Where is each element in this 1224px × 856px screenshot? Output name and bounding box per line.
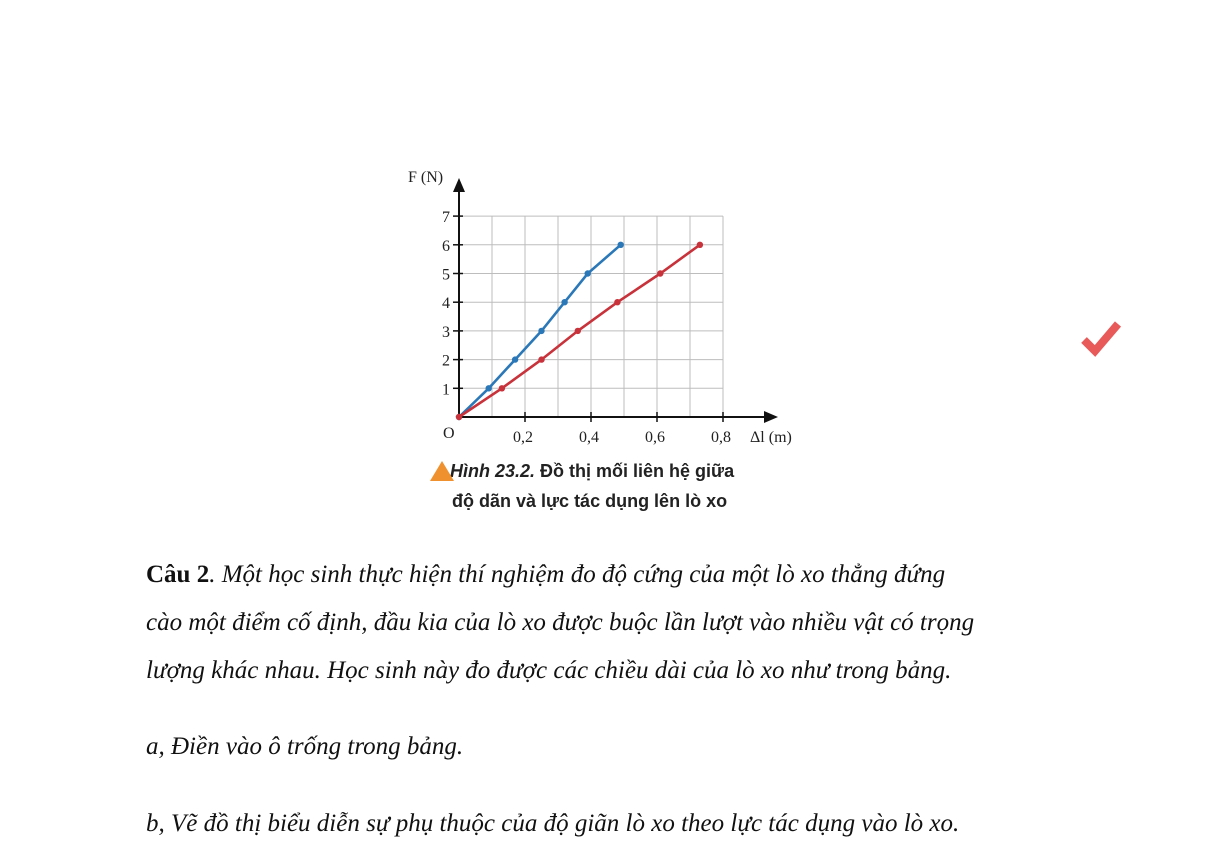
question-line-1	[146, 561, 1186, 589]
question-line-1-text: . Một học sinh thực hiện thí nghiệm đo độ cứng của một lò xo thẳng đứng	[209, 561, 946, 588]
chart-axes	[408, 169, 792, 446]
chart-canvas	[396, 162, 816, 452]
y-tick-label: 5	[442, 266, 450, 284]
x-tick-label: 0,6	[645, 429, 665, 446]
series-1-point	[486, 385, 492, 391]
figure-label: Hình 23.2.	[450, 461, 536, 481]
y-tick-label: 1	[442, 381, 450, 399]
y-tick-label: 2	[442, 352, 450, 370]
series-1-point	[538, 328, 544, 334]
origin-label: O	[443, 425, 455, 442]
series-1-point	[618, 242, 624, 248]
figure-caption	[420, 456, 820, 516]
question-part-a: a, Điền vào ô trống trong bảng.	[146, 733, 464, 760]
question-line-2: cào một điểm cố định, đầu kia của lò xo được buộc lần lượt vào nhiều vật có trọng	[146, 609, 975, 636]
series-2-point	[657, 270, 663, 276]
y-axis-arrow	[453, 178, 465, 192]
x-tick-label: 0,4	[579, 429, 599, 446]
series-1-point	[585, 270, 591, 276]
x-tick-label: 0,8	[711, 429, 731, 446]
series-2-point	[538, 356, 544, 362]
question-part-b: b, Vẽ đồ thị biểu diễn sự phụ thuộc của độ giãn lò xo theo lực tác dụng vào lò xo.	[146, 810, 960, 837]
series-1-point	[512, 356, 518, 362]
triangle-icon	[430, 461, 454, 481]
series-2-point	[575, 328, 581, 334]
series-2-point	[456, 414, 462, 420]
caption-title-line1: Đồ thị mối liên hệ giữa	[540, 461, 735, 481]
question-label: Câu 2	[146, 561, 210, 588]
series-2-point	[697, 242, 703, 248]
y-tick-label: 7	[442, 209, 450, 227]
series-1-point	[561, 299, 567, 305]
question-line-3: lượng khác nhau. Học sinh này đo được các chiều dài của lò xo như trong bảng.	[146, 657, 952, 684]
y-axis-label: F (N)	[408, 169, 444, 186]
x-axis-label: Δl (m)	[750, 429, 792, 446]
y-tick-label: 6	[442, 237, 450, 255]
y-tick-label: 4	[442, 295, 450, 313]
y-tick-label: 3	[442, 323, 450, 341]
x-axis-arrow	[764, 411, 778, 423]
x-tick-label: 0,2	[513, 429, 533, 446]
chart-grid	[459, 216, 723, 417]
series-2-point	[614, 299, 620, 305]
caption-title-line2: độ dãn và lực tác dụng lên lò xo	[452, 491, 728, 511]
force-extension-chart	[396, 162, 816, 452]
checkmark-icon	[1078, 316, 1124, 362]
series-2-point	[499, 385, 505, 391]
